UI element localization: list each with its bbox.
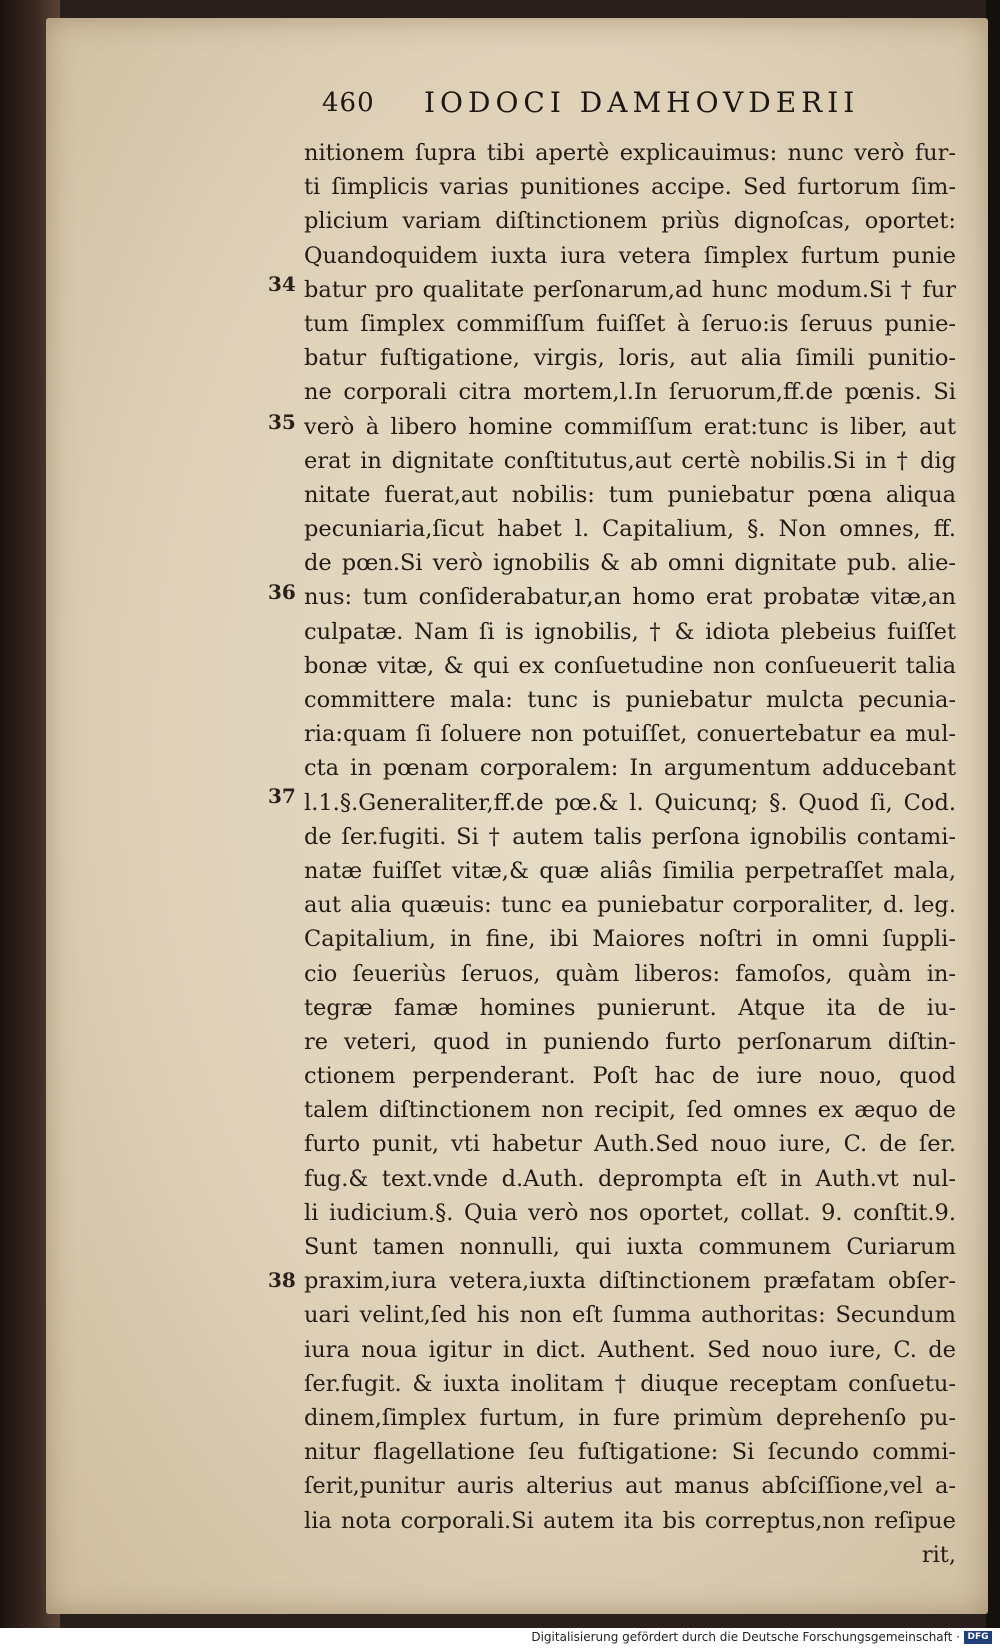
text-line: lia nota corporali.Si autem ita bis correptus,non reſipue [304, 1507, 956, 1534]
margin-number: 34 [268, 272, 296, 296]
body-text [304, 136, 956, 1572]
text-line: uari velint,ſed his non eſt ſumma authoritas: Secundum [304, 1302, 956, 1329]
margin-number: 38 [268, 1268, 296, 1292]
text-line: rit, [921, 1541, 956, 1568]
text-line: cio ſeueriùs ſeruos, quàm liberos: famoſos, quàm in- [304, 960, 956, 987]
text-line: iura noua igitur in dict. Authent. Sed nouo iure, C. de [304, 1336, 956, 1363]
digitization-footer [0, 1628, 1000, 1648]
text-line: fug.& text.vnde d.Auth. deprompta eſt in Auth.vt nul- [304, 1165, 956, 1192]
text-line: ſer.fugit. & iuxta inolitam † diuque receptam conſuetu- [304, 1370, 956, 1397]
text-line: ria:quam ſi ſoluere non potuiſſet, conuertebatur ea mul- [304, 721, 956, 748]
text-line: pecuniaria,ſicut habet l. Capitalium, §. Non omnes, ff. [304, 516, 956, 543]
text-line: batur pro qualitate perſonarum,ad hunc modum.Si † fur [304, 276, 956, 303]
text-line: nus: tum conſiderabatur,an homo erat probatæ vitæ,an [304, 584, 956, 611]
text-line: ſerit,punitur auris alterius aut manus abſciſſione,vel a- [304, 1473, 956, 1500]
text-line: li iudicium.§. Quia verò nos oportet, collat. 9. conſtit.9. [304, 1199, 956, 1226]
text-line: Quandoquidem iuxta iura vetera ſimplex furtum punie [304, 242, 956, 269]
text-line: erat in dignitate conſtitutus,aut certè nobilis.Si in † dig [304, 447, 956, 474]
text-line: committere mala: tunc is puniebatur mulcta pecunia- [304, 687, 956, 713]
text-line: verò à libero homine commiſſum erat:tunc is liber, aut [304, 413, 956, 440]
text-line: ne corporali citra mortem,l.In ſeruorum,ff.de pœnis. Si [304, 379, 956, 406]
text-line: Capitalium, in fine, ibi Maiores noſtri in omni ſuppli- [304, 926, 956, 953]
text-line: talem diſtinctionem non recipit, ſed omnes ex æquo de [304, 1097, 956, 1124]
text-line: nitur flagellatione ſeu fuſtigatione: Si ſecundo commi- [304, 1439, 956, 1466]
text-line: de pœn.Si verò ignobilis & ab omni dignitate pub. alie- [304, 550, 956, 577]
text-line: natæ fuiſſet vitæ,& quæ aliâs ſimilia perpetraſſet mala, [304, 857, 956, 884]
margin-number: 36 [268, 580, 296, 604]
margin-number: 35 [268, 410, 296, 434]
dfg-logo: DFG [964, 1631, 992, 1644]
text-line: re veteri, quod in puniendo furto perſonarum diſtin- [304, 1028, 956, 1055]
text-line: batur fuſtigatione, virgis, loris, aut alia ſimili punitio- [304, 345, 956, 372]
text-line: tum ſimplex commiſſum fuiſſet à ſeruo:is ſeruus punie- [304, 310, 956, 337]
text-line: ti ſimplicis varias punitiones accipe. Sed furtorum ſim- [304, 174, 956, 201]
text-line: cta in pœnam corporalem: In argumentum adducebant [304, 755, 956, 782]
text-line: furto punit, vti habetur Auth.Sed nouo iure, C. de ſer. [304, 1131, 956, 1158]
text-line: ctionem perpenderant. Poſt hac de iure nouo, quod [304, 1063, 956, 1090]
text-line: praxim,iura vetera,iuxta diſtinctionem præfatam obſer- [304, 1268, 956, 1295]
text-line: Sunt tamen nonnulli, qui iuxta communem Curiarum [304, 1234, 956, 1260]
text-line: aut alia quæuis: tunc ea puniebatur corporaliter, d. leg. [304, 892, 956, 919]
text-line: l.1.§.Generaliter,ff.de pœ.& l. Quicunq; §. Quod ſi, Cod. [304, 789, 956, 816]
running-head-title: IODOCI DAMHOVDERII [424, 86, 860, 119]
text-line: tegræ famæ homines punierunt. Atque ita de iu- [304, 994, 956, 1021]
text-line: nitate fuerat,aut nobilis: tum puniebatur pœna aliqua [304, 481, 956, 508]
running-head [46, 86, 988, 130]
text-line: plicium variam diſtinctionem priùs dignoſcas, oportet: [304, 208, 956, 235]
funding-credit: Digitalisierung gefördert durch die Deutsche Forschungsgemeinschaft · [531, 1630, 960, 1644]
book-edge-right [986, 0, 1000, 1648]
text-line: nitionem ſupra tibi apertè explicauimus: nunc verò fur- [304, 140, 956, 166]
text-line: dinem,ſimplex furtum, in fure primùm deprehenſo pu- [304, 1404, 956, 1431]
margin-number: 37 [268, 784, 296, 808]
page-number: 460 [322, 88, 375, 118]
text-line: bonæ vitæ, & qui ex conſuetudine non conſueuerit talia [304, 652, 956, 679]
text-line: de ſer.fugiti. Si † autem talis perſona ignobilis contami- [304, 823, 956, 850]
text-line: culpatæ. Nam ſi is ignobilis, † & idiota plebeius fuiſſet [304, 618, 956, 645]
book-page [46, 18, 988, 1614]
